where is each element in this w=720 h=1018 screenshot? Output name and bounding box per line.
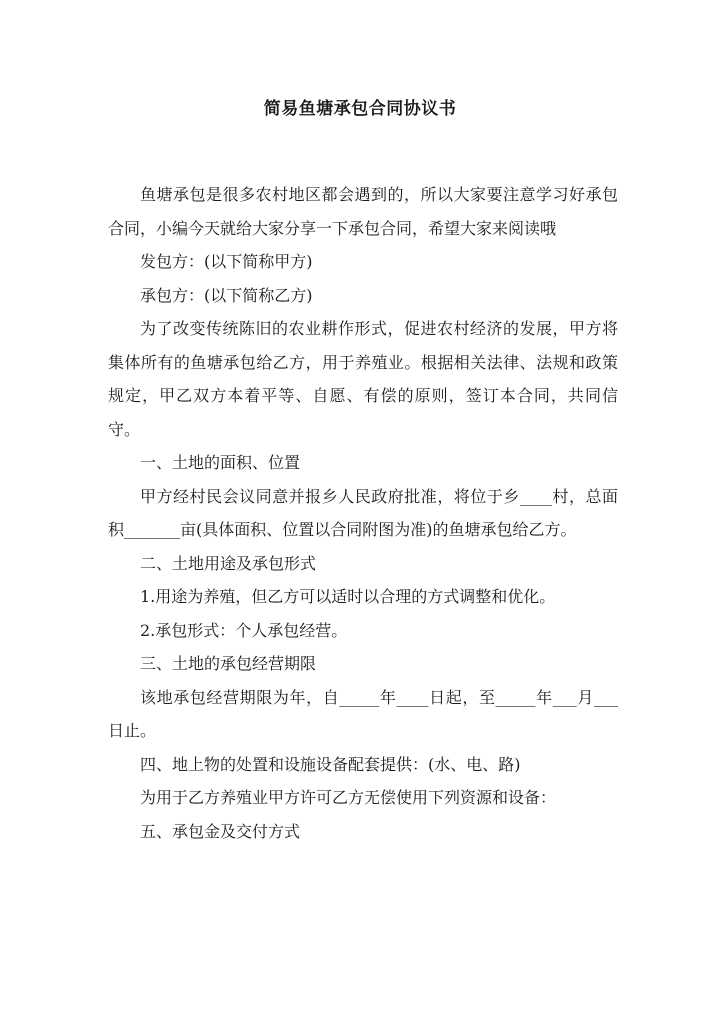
section-heading-2: 二、土地用途及承包形式 [140,553,317,573]
paragraph-land-area: 甲方经村民会议同意并报乡人民政府批准，将位于乡____村，总面积_______亩(具体面积、位置以合同附图为准)的鱼塘承包给乙方。 [108,486,618,539]
paragraph-form: 2.承包形式：个人承包经营。 [140,620,348,640]
paragraph-intro: 鱼塘承包是很多农村地区都会遇到的，所以大家要注意学习好承包合同，小编今天就给大家分享一下承包合同，希望大家来阅读哦 [108,185,618,238]
document-title: 简易鱼塘承包合同协议书 [263,99,457,119]
paragraph-term: 该地承包经营期限为年，自_____年____日起，至_____年___月___日止。 [108,687,618,740]
section-heading-1: 一、土地的面积、位置 [140,453,301,472]
section-heading-5: 五、承包金及交付方式 [140,821,301,841]
paragraph-party-a: 发包方：(以下简称甲方) [140,252,313,271]
document-body [108,178,618,848]
paragraph-party-b: 承包方：(以下简称乙方) [140,285,313,305]
paragraph-preamble: 为了改变传统陈旧的农业耕作形式，促进农村经济的发展，甲方将集体所有的鱼塘承包给乙方，用于养殖业。根据相关法律、法规和政策规定，甲乙双方本着平等、自愿、有偿的原则，签订本合同，共同信守。 [108,319,618,439]
paragraph-usage: 1.用途为养殖，但乙方可以适时以合理的方式调整和优化。 [140,587,556,606]
section-heading-3: 三、土地的承包经营期限 [140,654,317,673]
paragraph-resources: 为用于乙方养殖业甲方许可乙方无偿使用下列资源和设备： [140,788,557,807]
section-heading-4: 四、地上物的处置和设施设备配套提供：(水、电、路) [140,754,521,774]
